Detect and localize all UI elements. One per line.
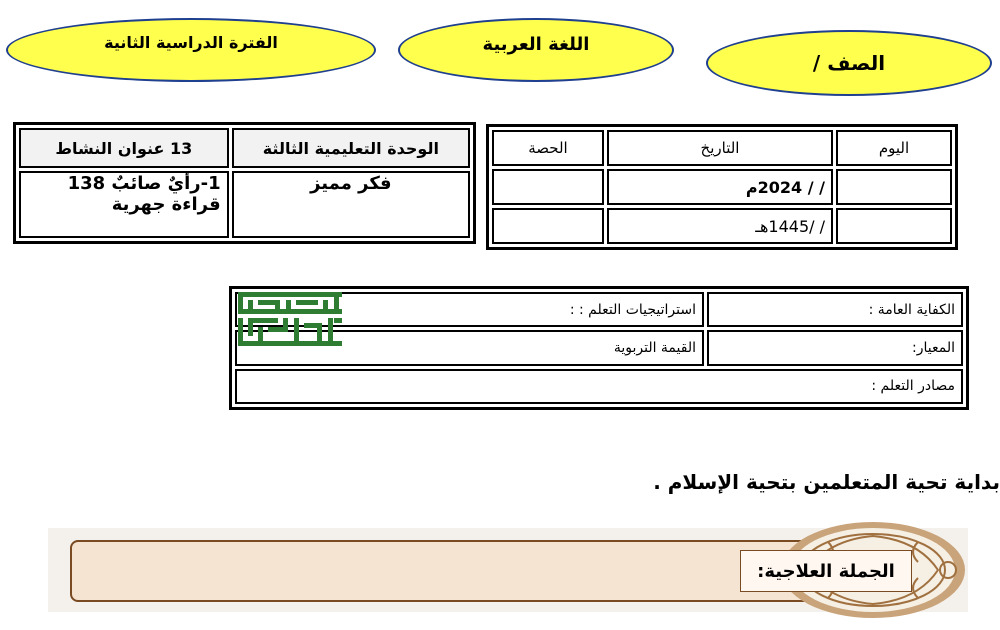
class-oval — [706, 30, 992, 96]
day-header: اليوم — [836, 130, 952, 166]
unit-table — [13, 122, 476, 244]
intro-text: بداية تحية المتعلمين بتحية الإسلام . — [653, 470, 1000, 494]
day-cell-1 — [836, 169, 952, 205]
subject-label: اللغة العربية — [482, 33, 590, 55]
remedial-banner — [48, 522, 968, 618]
remedial-label: الجملة العلاجية: — [757, 560, 895, 582]
unit-header: الوحدة التعليمية الثالثة — [232, 128, 470, 168]
general-competency-label: الكفاية العامة : — [707, 292, 963, 327]
session-cell-1 — [492, 169, 604, 205]
hijri-date: / /1445هـ — [607, 208, 833, 244]
class-label: الصف / — [812, 51, 886, 75]
gregorian-date: / / 2024م — [607, 169, 833, 205]
activity-line-2: قراءة جهرية — [111, 194, 221, 215]
remedial-label-box — [740, 550, 912, 592]
resources-label: مصادر التعلم : — [235, 369, 963, 404]
session-cell-2 — [492, 208, 604, 244]
value-label: القيمة التربوية — [235, 330, 704, 365]
activity-value — [19, 171, 229, 238]
kufic-stamp-icon — [234, 290, 346, 350]
period-label: الفترة الدراسية الثانية — [104, 32, 278, 52]
strategies-label: استراتيجيات التعلم : : — [235, 292, 704, 327]
date-table — [486, 124, 958, 250]
unit-value: فكر مميز — [232, 171, 470, 238]
day-cell-2 — [836, 208, 952, 244]
activity-header: 13 عنوان النشاط — [19, 128, 229, 168]
subject-oval — [398, 18, 674, 82]
standard-label: المعيار: — [707, 330, 963, 365]
period-oval — [6, 18, 376, 82]
activity-line-1: 1-رأيٌ صائبٌ 138 — [67, 173, 221, 194]
date-header: التاريخ — [607, 130, 833, 166]
session-header: الحصة — [492, 130, 604, 166]
